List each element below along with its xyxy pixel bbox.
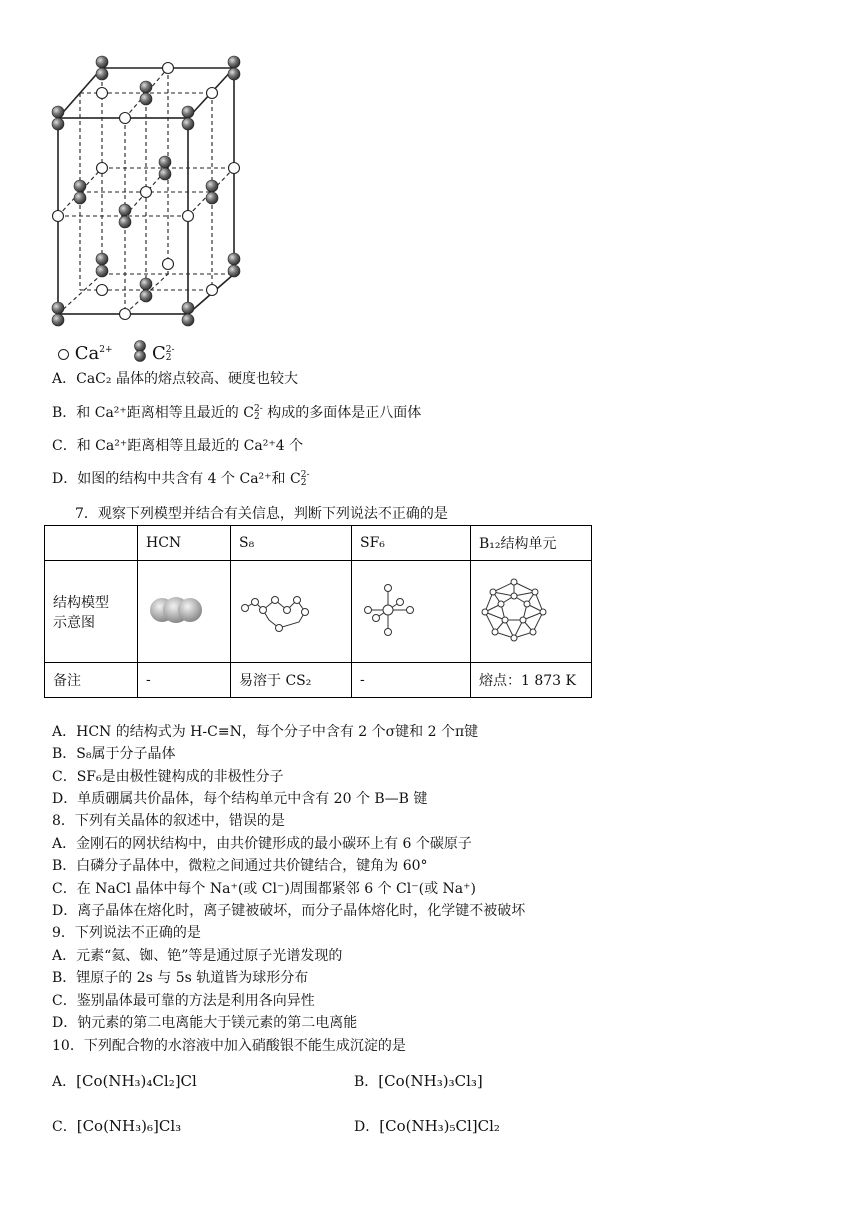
q9-stem: 9．下列说法不正确的是 — [52, 925, 201, 941]
q7-option-c: C．SF₆是由极性键构成的非极性分子 — [52, 769, 284, 785]
legend-c-subsup: 2- 2 — [165, 345, 175, 363]
q7-option-a: A．HCN 的结构式为 H-C≡N，每个分子中含有 2 个σ键和 2 个π键 — [52, 724, 479, 740]
q6-option-c: C．和 Ca²⁺距离相等且最近的 Ca²⁺4 个 — [52, 438, 304, 454]
table-header-cell: S₈ — [231, 526, 352, 561]
sf6-model-icon — [360, 582, 420, 638]
legend-c-label: C — [152, 343, 166, 364]
q8-option-c: C．在 NaCl 晶体中每个 Na⁺(或 Cl⁻)周围都紧邻 6 个 Cl⁻(或 Na⁺) — [52, 881, 476, 897]
table-header-cell: B₁₂结构单元 — [471, 526, 592, 561]
q10-option-a: A．[Co(NH₃)₄Cl₂]Cl — [52, 1072, 197, 1090]
q9-option-c: C．鉴别晶体最可靠的方法是利用各向异性 — [52, 993, 315, 1009]
b12-model-icon — [479, 578, 549, 642]
q10-option-b: B．[Co(NH₃)₃Cl₃] — [354, 1072, 483, 1090]
table-cell: - — [138, 663, 231, 698]
ca-ion-icon — [58, 349, 69, 360]
q7-option-d: D．单质硼属共价晶体，每个结构单元中含有 20 个 B—B 键 — [52, 791, 428, 807]
q6-option-d: D．如图的结构中共含有 4 个 Ca²⁺和 C2- 2 — [52, 470, 310, 488]
cac2-unit-cell-figure — [40, 50, 260, 340]
table-cell: 备注 — [45, 663, 138, 698]
q9-option-b: B．锂原子的 2s 与 5s 轨道皆为球形分布 — [52, 970, 309, 986]
q8-option-a: A．金刚石的网状结构中，由共价键形成的最小碳环上有 6 个碳原子 — [52, 836, 472, 852]
s8-model-icon — [239, 588, 309, 632]
legend-ca-label: Ca — [74, 343, 100, 364]
q9-option-a: A．元素“氦、铷、铯”等是通过原子光谱发现的 — [52, 948, 343, 964]
q7-table — [44, 525, 592, 698]
q6-option-a: A．CaC₂ 晶体的熔点较高、硬度也较大 — [52, 371, 298, 387]
hcn-model-icon — [146, 590, 206, 630]
q8-option-d: D．离子晶体在熔化时，离子键被破坏，而分子晶体熔化时，化学键不被破坏 — [52, 903, 526, 919]
legend-ca-charge: 2+ — [99, 345, 113, 355]
figure-legend — [58, 339, 175, 368]
table-header-cell — [45, 526, 138, 561]
table-header-cell: SF₆ — [352, 526, 471, 561]
q8-option-b: B．白磷分子晶体中，微粒之间通过共价键结合，键角为 60° — [52, 858, 428, 874]
s8-model-cell — [231, 561, 352, 663]
q10-stem: 10．下列配合物的水溶液中加入硝酸银不能生成沉淀的是 — [52, 1038, 406, 1054]
c2-ion-icon — [134, 340, 146, 368]
q10-option-d: D．[Co(NH₃)₅Cl]Cl₂ — [354, 1117, 500, 1135]
q10-option-c: C．[Co(NH₃)₆]Cl₃ — [52, 1117, 182, 1135]
q9-option-d: D．钠元素的第二电离能大于镁元素的第二电离能 — [52, 1015, 358, 1031]
q7-stem: 7．观察下列模型并结合有关信息，判断下列说法不正确的是 — [75, 506, 448, 522]
table-header-cell: HCN — [138, 526, 231, 561]
table-cell: 易溶于 CS₂ — [231, 663, 352, 698]
table-row-label: 结构模型 示意图 — [45, 561, 138, 663]
sf6-model-cell — [352, 561, 471, 663]
q8-stem: 8．下列有关晶体的叙述中，错误的是 — [52, 813, 285, 829]
q6-option-b: B．和 Ca²⁺距离相等且最近的 C2- 2 构成的多面体是正八面体 — [52, 404, 422, 422]
b12-model-cell — [471, 561, 592, 663]
q7-option-b: B．S₈属于分子晶体 — [52, 746, 176, 762]
table-cell: - — [352, 663, 471, 698]
table-cell: 熔点：1 873 K — [471, 663, 592, 698]
hcn-model-cell — [138, 561, 231, 663]
